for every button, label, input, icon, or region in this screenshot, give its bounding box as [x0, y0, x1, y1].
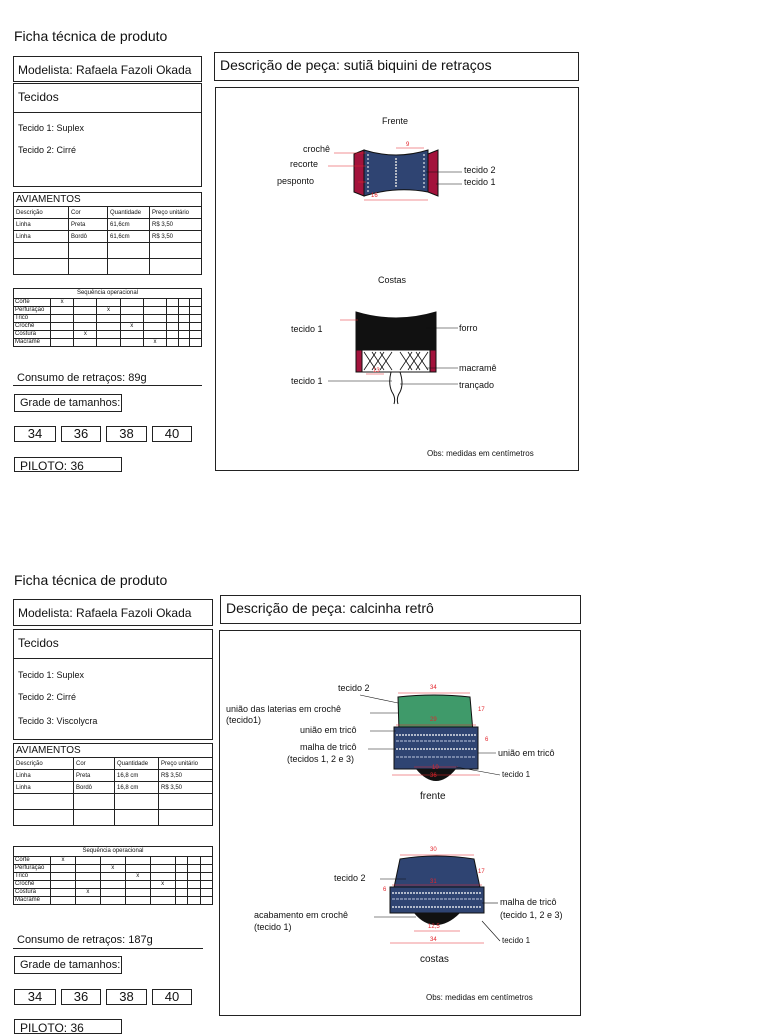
- table-row: [14, 794, 213, 810]
- sequence-cell: [167, 323, 179, 331]
- sequence-cell: [178, 331, 190, 339]
- table-row: [14, 259, 202, 275]
- sequence-cell: x: [75, 889, 100, 897]
- sequence-cell: x: [120, 323, 143, 331]
- divider: [13, 385, 202, 386]
- tecido-item: Tecido 2: Cirré: [18, 145, 77, 155]
- sequence-cell: [51, 315, 74, 323]
- sequence-step-label: Costura: [14, 889, 51, 897]
- sequence-cell: [167, 299, 179, 307]
- obs-text: Obs: medidas em centímetros: [426, 993, 533, 1002]
- back-title: Costas: [378, 275, 407, 285]
- sequence-cell: [51, 339, 74, 347]
- sequence-cell: [75, 865, 100, 873]
- sequence-step-label: Corte: [14, 299, 51, 307]
- modelista-field: Modelista: Rafaela Fazoli Okada: [13, 599, 213, 626]
- tecidos-title: Tecidos: [14, 630, 212, 659]
- sequence-cell: x: [100, 865, 125, 873]
- sequence-cell: [120, 307, 143, 315]
- sequence-cell: [175, 889, 187, 897]
- sequence-cell: [178, 323, 190, 331]
- label-trancado: trançado: [459, 380, 495, 390]
- sequence-cell: [200, 897, 212, 905]
- label-macrame: macramê: [459, 363, 497, 373]
- sequence-cell: [51, 323, 74, 331]
- dim-label: 12,5: [428, 924, 440, 930]
- label-back-malha: malha de tricô: [500, 897, 557, 907]
- sequence-cell: [188, 865, 200, 873]
- grade-label: Grade de tamanhos:: [14, 394, 122, 412]
- sequence-cell: [120, 331, 143, 339]
- sequence-cell: [178, 307, 190, 315]
- column-header: Descrição: [14, 758, 74, 770]
- sequence-cell: [51, 897, 76, 905]
- sequence-step-label: Macramê: [14, 897, 51, 905]
- column-header: Preço unitário: [159, 758, 213, 770]
- sequence-cell: [143, 307, 166, 315]
- table-row: [14, 889, 213, 897]
- sequence-cell: [175, 873, 187, 881]
- sequence-cell: [190, 323, 202, 331]
- description-field: Descrição de peça: sutiã biquini de retraços: [214, 52, 579, 81]
- sequence-cell: [97, 299, 120, 307]
- obs-text: Obs: medidas em centímetros: [427, 449, 534, 458]
- table-row: [14, 810, 213, 826]
- sequence-cell: [120, 299, 143, 307]
- dim-label: 30: [430, 847, 437, 853]
- sequence-step-label: Tricô: [14, 873, 51, 881]
- table-cell: R$ 3,50: [159, 770, 213, 782]
- drawing-panel: [219, 630, 581, 1016]
- sequence-cell: [120, 339, 143, 347]
- size-34: 34: [14, 989, 56, 1005]
- sequence-cell: [200, 881, 212, 889]
- sequence-cell: x: [143, 339, 166, 347]
- dim-label: 36: [430, 773, 437, 779]
- dim-label: 31: [430, 879, 437, 885]
- dim-label: 29: [430, 717, 437, 723]
- size-40: 40: [152, 426, 192, 442]
- label-back-tecido2: tecido 2: [334, 873, 366, 883]
- sequence-cell: [125, 881, 150, 889]
- label-back-tecido1: tecido 1: [291, 324, 323, 334]
- sequence-cell: [175, 857, 187, 865]
- sequence-step-label: Costura: [14, 331, 51, 339]
- sequence-cell: [125, 889, 150, 897]
- sequence-cell: [143, 299, 166, 307]
- size-38: 38: [106, 426, 147, 442]
- label-malha-trico: malha de tricô: [300, 742, 357, 752]
- label-tecido1: tecido 1: [464, 177, 496, 187]
- table-row: [14, 315, 202, 323]
- sequence-cell: [188, 873, 200, 881]
- label-uniao-laterais: união das laterias em crochê: [226, 704, 342, 714]
- bra-back: [328, 312, 458, 404]
- piloto-field: PILOTO: 36: [14, 1019, 122, 1034]
- sequence-cell: [74, 299, 97, 307]
- sequence-step-label: Perfuração: [14, 307, 51, 315]
- sequencia-table-wrap: [13, 288, 202, 347]
- consumo-text: Consumo de retraços: 89g: [17, 372, 147, 384]
- sequence-cell: [143, 331, 166, 339]
- sequence-cell: [167, 331, 179, 339]
- sequence-cell: x: [150, 881, 175, 889]
- sequence-step-label: Crochê: [14, 323, 51, 331]
- sequence-cell: [200, 865, 212, 873]
- tecido-item: Tecido 1: Suplex: [18, 670, 85, 680]
- dim-label: 17: [478, 869, 485, 875]
- dim-label: 34: [430, 937, 437, 943]
- size-40: 40: [152, 989, 192, 1005]
- sequence-cell: [167, 307, 179, 315]
- table-row: [14, 307, 202, 315]
- sequence-cell: [167, 315, 179, 323]
- modelista-field: Modelista: Rafaela Fazoli Okada: [13, 56, 202, 82]
- sequence-cell: [190, 331, 202, 339]
- label-croche: crochê: [303, 144, 331, 154]
- aviamentos-table: [13, 743, 213, 826]
- label-acabamento-tecido1: (tecido 1): [254, 922, 292, 932]
- grade-label: Grade de tamanhos:: [14, 956, 122, 974]
- sequence-cell: [190, 339, 202, 347]
- sequence-step-label: Tricô: [14, 315, 51, 323]
- sequence-cell: [51, 307, 74, 315]
- table-cell: Linha: [14, 782, 74, 794]
- table-row: [14, 782, 213, 794]
- sequence-cell: [178, 299, 190, 307]
- table-cell: 61,6cm: [108, 219, 150, 231]
- dim-label: 6: [485, 737, 489, 743]
- label-back-tecido123: (tecido 1, 2 e 3): [500, 910, 563, 920]
- aviamentos-title: AVIAMENTOS: [14, 744, 213, 758]
- column-header: Cor: [69, 207, 108, 219]
- dim-label: 13: [373, 368, 380, 374]
- sequence-cell: [188, 881, 200, 889]
- tecido-item: Tecido 2: Cirré: [18, 692, 77, 702]
- dim-label: 16: [371, 193, 378, 199]
- table-cell: Preta: [69, 219, 108, 231]
- sequence-cell: [97, 323, 120, 331]
- sequence-cell: [175, 897, 187, 905]
- table-row: [14, 243, 202, 259]
- label-front-tecido1: tecido 1: [502, 770, 531, 779]
- label-back-tecido1b: tecido 1: [291, 376, 323, 386]
- sequence-cell: [100, 857, 125, 865]
- sequence-cell: [150, 873, 175, 881]
- sequence-cell: [51, 873, 76, 881]
- table-cell: R$ 3,50: [150, 219, 202, 231]
- front-title: Frente: [382, 116, 409, 126]
- sequence-cell: [175, 865, 187, 873]
- sheet-title: Ficha técnica de produto: [14, 572, 168, 588]
- table-cell: Linha: [14, 770, 74, 782]
- tecido-item: Tecido 3: Viscolycra: [18, 716, 98, 726]
- table-row: [14, 207, 202, 219]
- sequence-cell: [150, 865, 175, 873]
- table-cell: R$ 3,50: [159, 782, 213, 794]
- sequence-cell: [51, 889, 76, 897]
- drawing-panel: [215, 87, 579, 471]
- sequence-cell: [100, 889, 125, 897]
- sequence-cell: [200, 889, 212, 897]
- size-38: 38: [106, 989, 147, 1005]
- tecido-item: Tecido 1: Suplex: [18, 123, 85, 133]
- table-cell: Bordô: [69, 231, 108, 243]
- back-title: costas: [420, 954, 449, 965]
- sequence-cell: [125, 857, 150, 865]
- sequence-cell: [167, 339, 179, 347]
- table-cell: 16,8 cm: [115, 782, 159, 794]
- sequence-step-label: Macramê: [14, 339, 51, 347]
- bra-front: [328, 148, 462, 200]
- label-forro: forro: [459, 323, 478, 333]
- table-row: [14, 323, 202, 331]
- size-36: 36: [61, 989, 101, 1005]
- sequence-cell: [100, 873, 125, 881]
- sequence-cell: [75, 857, 100, 865]
- table-row: [14, 881, 213, 889]
- sequencia-title: Sequência operacional: [14, 847, 213, 857]
- sequence-cell: x: [51, 857, 76, 865]
- size-36: 36: [61, 426, 101, 442]
- table-row: [14, 897, 213, 905]
- label-acabamento: acabamento em crochê: [254, 910, 349, 920]
- sequence-cell: x: [125, 873, 150, 881]
- sequence-cell: [74, 307, 97, 315]
- label-uniao-trico: união em tricô: [300, 725, 357, 735]
- aviamentos-table-wrap: [13, 743, 213, 826]
- column-header: Quantidade: [115, 758, 159, 770]
- table-row: [14, 770, 213, 782]
- sequence-cell: [97, 331, 120, 339]
- label-uniao-trico-right: união em tricô: [498, 748, 555, 758]
- sequence-cell: [175, 881, 187, 889]
- aviamentos-table: [13, 192, 202, 275]
- table-row: [14, 865, 213, 873]
- dim-label: 10: [432, 765, 439, 771]
- table-row: [14, 339, 202, 347]
- sequence-cell: [51, 865, 76, 873]
- table-row: [14, 219, 202, 231]
- sequence-cell: [100, 897, 125, 905]
- tecidos-panel: [13, 83, 202, 187]
- sequence-cell: [190, 315, 202, 323]
- sheet-title: Ficha técnica de produto: [14, 28, 168, 44]
- tecidos-title: Tecidos: [14, 84, 201, 113]
- table-row: [14, 873, 213, 881]
- label-tecido1-paren: (tecido1): [226, 715, 262, 725]
- sequence-cell: x: [74, 331, 97, 339]
- table-row: [14, 857, 213, 865]
- table-cell: 16,8 cm: [115, 770, 159, 782]
- sequence-cell: [125, 865, 150, 873]
- divider: [13, 948, 203, 949]
- front-title: frente: [420, 791, 446, 802]
- tecidos-panel: [13, 629, 213, 740]
- sequence-cell: [75, 881, 100, 889]
- aviamentos-title: AVIAMENTOS: [14, 193, 202, 207]
- sequence-cell: [190, 299, 202, 307]
- sequence-cell: [143, 323, 166, 331]
- sequencia-title: Sequência operacional: [14, 289, 202, 299]
- sequencia-table-wrap: [13, 846, 213, 905]
- table-cell: Bordô: [74, 782, 115, 794]
- aviamentos-table-wrap: [13, 192, 202, 275]
- table-cell: Linha: [14, 231, 69, 243]
- sequence-cell: [190, 307, 202, 315]
- sequence-cell: x: [97, 307, 120, 315]
- sequence-step-label: Corte: [14, 857, 51, 865]
- sequence-cell: [200, 857, 212, 865]
- sequence-cell: [150, 857, 175, 865]
- label-back-tecido1: tecido 1: [502, 936, 531, 945]
- sequence-cell: [150, 889, 175, 897]
- sequence-cell: [74, 339, 97, 347]
- sequence-cell: [97, 315, 120, 323]
- sequence-cell: [188, 857, 200, 865]
- sequencia-table: [13, 846, 213, 905]
- sequence-cell: [74, 323, 97, 331]
- sequence-step-label: Crochê: [14, 881, 51, 889]
- label-pesponto: pesponto: [277, 176, 315, 186]
- sequence-cell: [178, 339, 190, 347]
- sequence-cell: [51, 331, 74, 339]
- label-front-tecido2: tecido 2: [338, 683, 370, 693]
- sequencia-table: [13, 288, 202, 347]
- table-cell: 61,6cm: [108, 231, 150, 243]
- description-field: Descrição de peça: calcinha retrô: [220, 595, 581, 624]
- column-header: Preço unitário: [150, 207, 202, 219]
- panty-illustration: [220, 631, 582, 1017]
- sequence-cell: [74, 315, 97, 323]
- table-row: [14, 299, 202, 307]
- sequence-cell: [125, 897, 150, 905]
- sequence-cell: [100, 881, 125, 889]
- table-row: [14, 231, 202, 243]
- dim-label: 34: [430, 685, 437, 691]
- sequence-cell: [188, 889, 200, 897]
- dim-label: 17: [478, 707, 485, 713]
- size-34: 34: [14, 426, 56, 442]
- table-cell: Linha: [14, 219, 69, 231]
- piloto-field: PILOTO: 36: [14, 457, 122, 472]
- sequence-cell: [188, 897, 200, 905]
- sequence-cell: [150, 897, 175, 905]
- sequence-cell: [143, 315, 166, 323]
- label-tecido2: tecido 2: [464, 165, 496, 175]
- sequence-cell: [51, 881, 76, 889]
- label-tecidos-123: (tecidos 1, 2 e 3): [287, 754, 355, 764]
- sequence-cell: [200, 873, 212, 881]
- dim-label: 9: [406, 142, 410, 148]
- sequence-cell: [75, 873, 100, 881]
- sequence-cell: [120, 315, 143, 323]
- table-cell: Preta: [74, 770, 115, 782]
- sequence-step-label: Perfuração: [14, 865, 51, 873]
- table-cell: R$ 3,50: [150, 231, 202, 243]
- dim-label: 6: [383, 887, 387, 893]
- column-header: Descrição: [14, 207, 69, 219]
- column-header: Cor: [74, 758, 115, 770]
- table-row: [14, 758, 213, 770]
- consumo-text: Consumo de retraços: 187g: [17, 934, 153, 946]
- sequence-cell: [75, 897, 100, 905]
- label-recorte: recorte: [290, 159, 319, 169]
- sequence-cell: x: [51, 299, 74, 307]
- table-row: [14, 331, 202, 339]
- sequence-cell: [97, 339, 120, 347]
- sequence-cell: [178, 315, 190, 323]
- column-header: Quantidade: [108, 207, 150, 219]
